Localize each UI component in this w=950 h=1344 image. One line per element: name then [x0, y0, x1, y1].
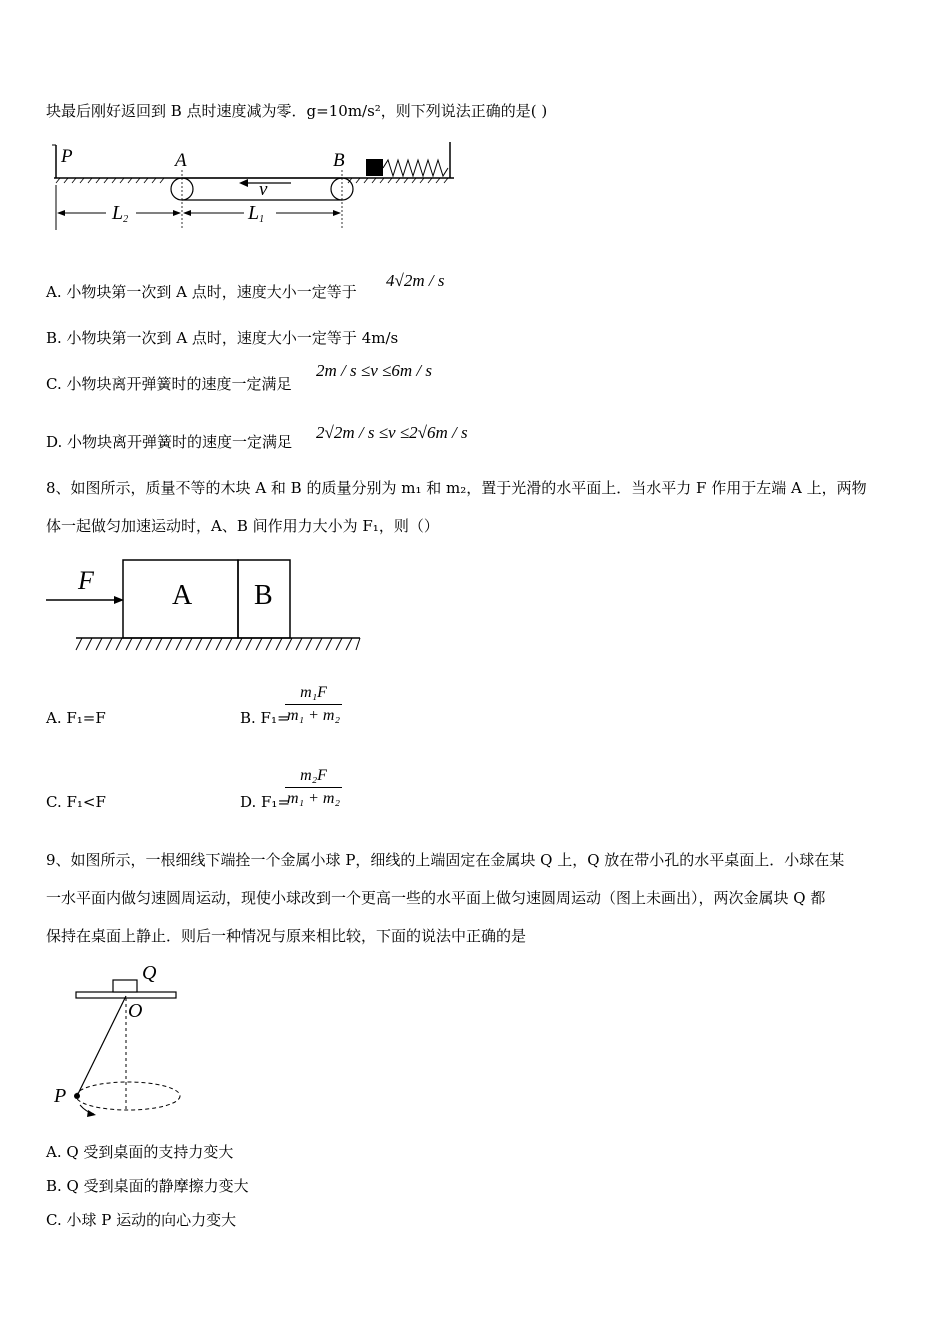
label-p: P: [61, 146, 73, 167]
pendulum-figure: [50, 962, 190, 1122]
q9-line-2: 一水平面内做匀速圆周运动，现使小球改到一个更高一些的水平面上做匀速圆周运动（图上未画出），两次金属块 Q 都: [46, 889, 826, 907]
label-o: O: [128, 1000, 143, 1022]
label-v: v: [259, 179, 268, 200]
q7-option-c-math: 2m / s ≤v ≤6m / s: [316, 361, 432, 380]
label-a: A: [175, 150, 187, 171]
q7-option-b: B. 小物块第一次到 A 点时，速度大小一定等于 4m/s: [46, 329, 399, 347]
q8-option-d-fraction: m₂F m₁ + m₂: [287, 767, 341, 807]
q8-line-1: 8、如图所示，质量不等的木块 A 和 B 的质量分别为 m₁ 和 m₂，置于光滑的水平面上．当水平力 F 作用于左端 A 上，两物: [46, 479, 867, 497]
label-p-ball: P: [54, 1085, 67, 1107]
q7-option-d-math: 2√2m / s ≤v ≤2√6m / s: [316, 423, 468, 442]
label-f: F: [78, 566, 94, 595]
label-l2: $L_2$: [112, 202, 129, 225]
q7-option-d: D. 小物块离开弹簧时的速度一定满足: [46, 433, 293, 451]
q8-line-2: 体一起做匀加速运动时，A、B 间作用力大小为 F₁，则（）: [46, 517, 439, 535]
q7-option-c: C. 小物块离开弹簧时的速度一定满足: [46, 375, 292, 393]
q9-line-1: 9、如图所示，一根细线下端拴一个金属小球 P，细线的上端固定在金属块 Q 上，Q 放在带小孔的水平桌面上．小球在某: [46, 851, 845, 869]
label-b: B: [333, 150, 345, 171]
q7-intro: 块最后刚好返回到 B 点时速度减为零．g=10m/s²，则下列说法正确的是( ): [46, 102, 548, 120]
q8-option-c: C. F₁<F: [46, 793, 106, 811]
blocks-figure: [46, 560, 366, 655]
q9-line-3: 保持在桌面上静止．则后一种情况与原来相比较，下面的说法中正确的是: [46, 927, 527, 945]
q8-option-d: D. F₁=: [240, 793, 291, 811]
q8-option-b: B. F₁=: [240, 709, 290, 727]
q8-option-a: A. F₁=F: [46, 709, 106, 727]
label-l1: $L_1$: [248, 202, 265, 225]
q7-option-a: A. 小物块第一次到 A 点时，速度大小一定等于: [46, 283, 357, 301]
q9-option-a: A. Q 受到桌面的支持力变大: [46, 1143, 234, 1161]
q9-option-b: B. Q 受到桌面的静摩擦力变大: [46, 1177, 249, 1195]
q9-option-c: C. 小球 P 运动的向心力变大: [46, 1211, 237, 1229]
q8-option-b-fraction: m₁F m₁ + m₂: [287, 684, 341, 724]
q7-option-a-math: 4√2m / s: [386, 271, 445, 290]
block-a-label: A: [172, 580, 193, 611]
block-b-label: B: [254, 580, 273, 611]
label-q: Q: [142, 962, 157, 984]
